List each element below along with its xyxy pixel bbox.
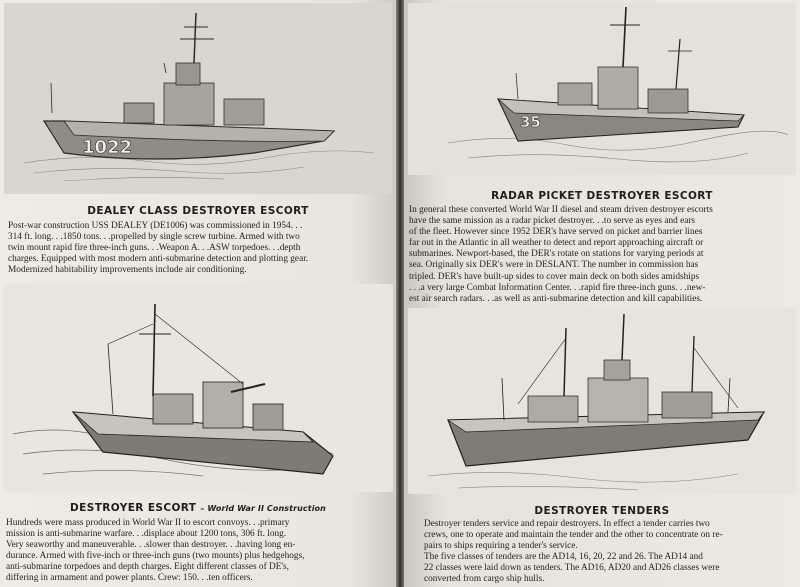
book-gutter (396, 0, 404, 587)
destroyer-tenders-heading: DESTROYER TENDERS (534, 505, 670, 517)
dealey-line: Modernized habitability improvements include air conditioning. (8, 265, 247, 276)
tenders-line: pairs to ships requiring a tender's service. (424, 541, 578, 552)
destroyer-tenders-description (424, 519, 796, 586)
radar-picket-line: of the fleet. However since 1952 DER's have served on picket and barrier lines (409, 227, 703, 238)
escort-description (6, 518, 390, 585)
dealey-heading: DEALEY CLASS DESTROYER ESCORT (87, 205, 309, 217)
escort-line: durance. Armed with five-inch or three-inch guns (two mounts) plus hedgehogs, (6, 551, 305, 562)
dealey-line: twin mount rapid fire three-inch guns. . .Weapon A. . .ASW torpedoes. . .depth (8, 243, 301, 254)
radar-picket-hull-number: 35 (520, 113, 541, 131)
destroyer-tender-sketch-icon (408, 308, 796, 494)
escort-line: mission is anti-submarine warfare. . .displace about 1200 tons, 306 ft. long. (6, 529, 287, 540)
tenders-line: converted from cargo ship hulls. (424, 574, 545, 585)
left-page (0, 0, 396, 587)
dealey-line: charges. Equipped with most modern anti-submarine detection and plotting gear. (8, 254, 309, 265)
escort-line: differing in armament and power plants. Crew: 150. . .ten officers. (6, 573, 253, 584)
destroyer-tender-illustration (408, 308, 796, 494)
radar-picket-line: have the same mission as a radar picket destroyer. . .to serve as eyes and ears (409, 216, 696, 227)
escort-heading-title: DESTROYER ESCORT (70, 502, 197, 514)
escort-line: Hundreds were mass produced in World War II to escort convoys. . .primary (6, 518, 290, 528)
escort-line: Very seaworthy and maneuverable. . .slower than destroyer. . .having long en- (6, 540, 296, 551)
radar-picket-line: far out in the Atlantic in all weather to detect and report approaching aircraft or (409, 238, 704, 249)
radar-picket-line: sea. Originally six DER's were in DESLANT. The number in commission has (409, 260, 699, 271)
dealey-hull-number: 1022 (82, 137, 133, 158)
radar-picket-line: tripled. DER's have built-up sides to cover main deck on both sides amidships (409, 271, 700, 282)
radar-picket-line: . . .a very large Combat Information Center. . .rapid fire three-inch guns. . .new- (409, 282, 706, 293)
escort-line: anti-submarine torpedoes and depth charges. Eight different classes of DE's, (6, 562, 289, 573)
radar-picket-heading: RADAR PICKET DESTROYER ESCORT (491, 190, 713, 202)
radar-picket-ship-sketch-icon (408, 3, 796, 175)
right-page (404, 0, 800, 587)
radar-picket-line: In general these converted World War II diesel and steam driven destroyer escorts (409, 205, 713, 215)
tenders-line: Destroyer tenders service and repair destroyers. In effect a tender carries two (424, 519, 710, 529)
radar-picket-illustration (408, 3, 796, 175)
dealey-destroyer-escort-illustration (4, 3, 392, 194)
dealey-line: Post-war construction USS DEALEY (DE1006) was commissioned in 1954. . . (8, 221, 303, 231)
radar-picket-line: submarines. Newport-based, the DER's rotate on stations for varying periods at (409, 249, 704, 260)
tenders-line: crews, one to operate and maintain the tender and the other to concentrate on re- (424, 530, 723, 541)
escort-heading (4, 502, 392, 514)
escort-heading-subtitle: – World War II Construction (200, 504, 326, 513)
radar-picket-description (409, 205, 795, 305)
dealey-line: 314 ft. long. . .1850 tons. . .propelled by single screw turbine. Armed with two (8, 232, 300, 243)
tenders-line: 22 classes were laid down as tenders. The AD16, AD20 and AD26 classes were (424, 563, 720, 574)
wwii-destroyer-escort-sketch-icon (3, 284, 393, 492)
wwii-destroyer-escort-illustration (3, 284, 393, 492)
destroyer-escort-sketch-icon (4, 3, 392, 194)
dealey-description (8, 221, 388, 276)
tenders-line: The five classes of tenders are the AD14, 16, 20, 22 and 26. The AD14 and (424, 552, 703, 563)
radar-picket-line: est air search radars. . .as well as anti-submarine detection and kill capabilities. (409, 293, 703, 304)
